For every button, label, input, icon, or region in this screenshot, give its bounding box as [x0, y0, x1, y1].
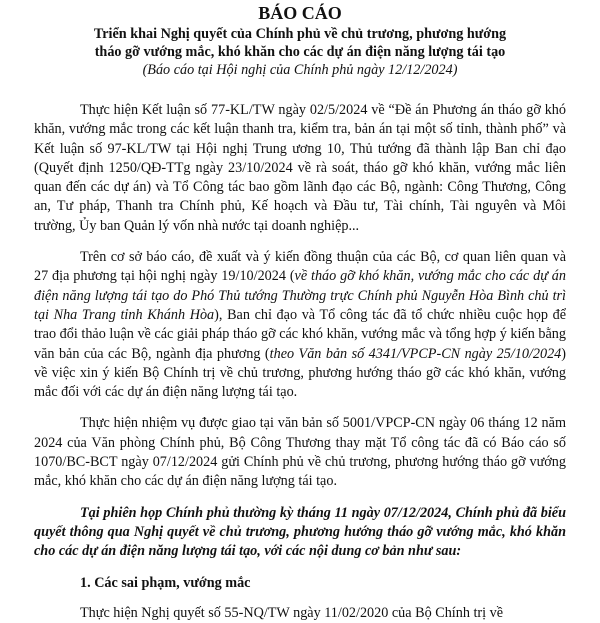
paragraph-consensus-italic1: về tháo gỡ khó khăn, vướng mắc cho các dự án điện năng lượng tái tạo do Phó Thủ tướng Thường trực Chính phủ Nguyễn Hòa Bình chủ trì tại Nha Trang tỉnh Khánh Hòa: [34, 268, 566, 323]
paragraph-resolution-55: Thực hiện Nghị quyết số 55-NQ/TW ngày 11/02/2020 của Bộ Chính trị về: [80, 604, 504, 621]
document-title: BÁO CÁO: [258, 3, 342, 23]
paragraph-consensus-part1: Trên cơ sở báo cáo, đề xuất và ý kiến đồng thuận của các Bộ, cơ quan liên quan và 27 địa phương tại hội nghị ngày 19/10/2024 (: [34, 249, 566, 285]
document-report-note: (Báo cáo tại Hội nghị của Chính phủ ngày 12/12/2024): [142, 62, 458, 78]
document-subtitle-line1: Triển khai Nghị quyết của Chính phủ về chủ trương, phương hướng: [93, 26, 507, 42]
paragraph-task-5001: Thực hiện nhiệm vụ được giao tại văn bản số 5001/VPCP-CN ngày 06 tháng 12 năm 2024 của Văn phòng Chính phủ, Bộ Công Thương thay mặt Tổ công tác đã có Báo cáo số 1070/BC-BCT ngày 07/12/2024 gửi Chính phủ về chủ trương, phương hướng tháo gỡ vướng mắc, khó khăn cho các dự án điện năng lượng tái tạo.: [34, 415, 566, 490]
paragraph-consensus: [34, 248, 566, 402]
paragraph-government-meeting: Tại phiên họp Chính phủ thường kỳ tháng 11 ngày 07/12/2024, Chính phủ đã biểu quyết thông qua Nghị quyết về chủ trương, phương hướng tháo gỡ vướng mắc, khó khăn cho các dự án điện năng lượng tái tạo, với các nội dung cơ bản như sau:: [34, 504, 566, 560]
paragraph-consensus-italic2: theo Văn bản số 4341/VPCP-CN ngày 25/10/2024: [269, 345, 562, 362]
paragraph-consensus-part3: ) về việc xin ý kiến Bộ Chính trị về chủ trương, phương hướng tháo gỡ các khó khăn, vướng mắc đối với các dự án điện năng lượng tái tạo.: [34, 345, 566, 401]
document-subtitle-line2: tháo gỡ vướng mắc, khó khăn cho các dự án điện năng lượng tái tạo: [94, 44, 506, 60]
paragraph-consensus-part2: ), Ban chỉ đạo và Tổ công tác đã tổ chức nhiều cuộc họp để trao đổi thảo luận về các giải pháp tháo gỡ các khó khăn, vướng mắc và tổng hợp ý kiến bằng văn bản của các Bộ, ngành địa phương (: [34, 306, 566, 362]
paragraph-conclusion-77: Thực hiện Kết luận số 77-KL/TW ngày 02/5/2024 về “Đề án Phương án tháo gỡ khó khăn, vướng mắc trong các kết luận thanh tra, kiểm tra, bản án tại một số tỉnh, thành phố” và Kết luận số 97-KL/TW tại Hội nghị Trung ương 10, Thủ tướng đã thành lập Ban chỉ đạo (Quyết định 1250/QĐ-TTg ngày 23/10/2024 về rà soát, tháo gỡ khó khăn, vướng mắc liên quan đến các dự án) và Tổ Công tác bao gồm lãnh đạo các Bộ, ngành: Công Thương, Công an, Tư pháp, Thanh tra Chính phủ, Kế hoạch và Đầu tư, Tài chính, Tài nguyên và Môi trường, Ủy ban Quản lý vốn nhà nước tại doanh nghiệp...: [34, 102, 566, 234]
section-heading-violations: 1. Các sai phạm, vướng mắc: [80, 574, 251, 591]
